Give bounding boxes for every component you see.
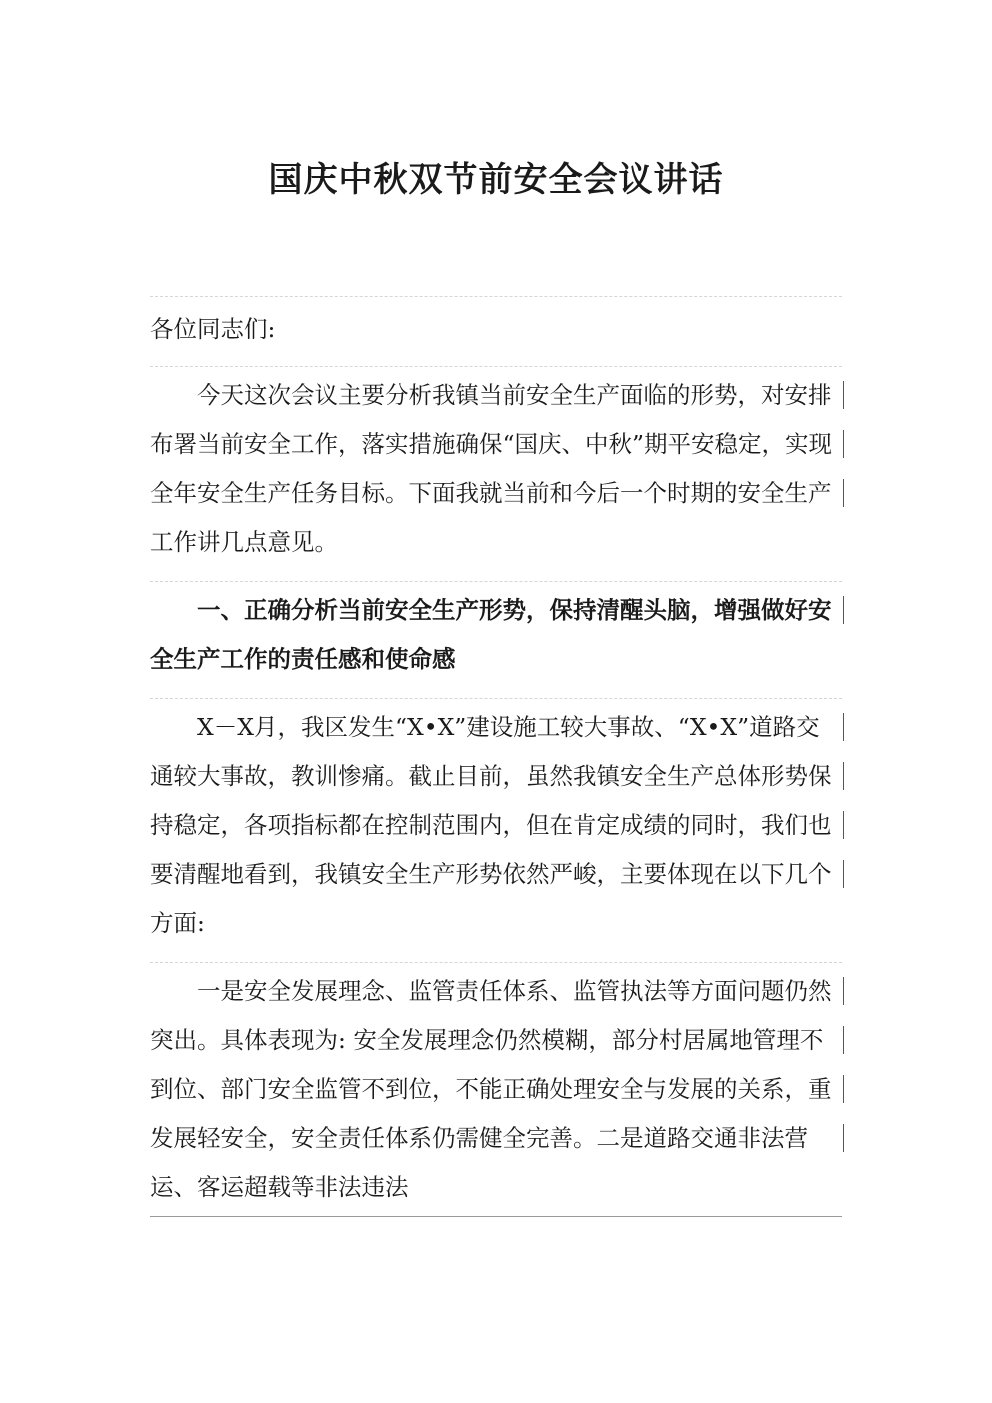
line-end-mark (843, 430, 844, 458)
line-end-mark (843, 762, 844, 790)
line-end-mark (843, 1026, 844, 1054)
document-title: 国庆中秋双节前安全会议讲话 (268, 160, 724, 200)
paragraph-situation: X－X月，我区发生“X•X”建设施工较大事故、“X•X”道路交通较大事故，教训惨痛。截止目前，虽然我镇安全生产总体形势保持稳定，各项指标都在控制范围内，但在肯定成绩的同时，我们也要清醒地看到，我镇安全生产形势依然严峻，主要体现在以下几个方面: (150, 698, 842, 952)
section-heading-1: 一、正确分析当前安全生产形势，保持清醒头脑，增强做好安全生产工作的责任感和使命感 (150, 581, 842, 688)
line-end-mark (843, 1124, 844, 1152)
greeting: 各位同志们: (150, 296, 842, 356)
line-end-mark (843, 860, 844, 888)
line-end-mark (843, 811, 844, 839)
paragraph-problems: 一是安全发展理念、监管责任体系、监管执法等方面问题仍然突出。具体表现为: 安全发展理念仍然模糊，部分村居属地管理不到位、部门安全监管不到位，不能正确处理安全与发展的关系，重发展轻安全，安全责任体系仍需健全完善。二是道路交通非法营运、客运超载等非法违法 (150, 962, 842, 1217)
line-end-mark (843, 596, 844, 624)
line-end-mark (843, 977, 844, 1005)
line-end-mark (843, 1075, 844, 1103)
line-end-mark (843, 381, 844, 409)
line-end-mark (843, 479, 844, 507)
document-body (150, 296, 842, 1217)
paragraph-intro: 今天这次会议主要分析我镇当前安全生产面临的形势，对安排布署当前安全工作，落实措施确保“国庆、中秋”期平安稳定，实现全年安全生产任务目标。下面我就当前和今后一个时期的安全生产工作讲几点意见。 (150, 366, 842, 571)
line-end-mark (843, 713, 844, 741)
